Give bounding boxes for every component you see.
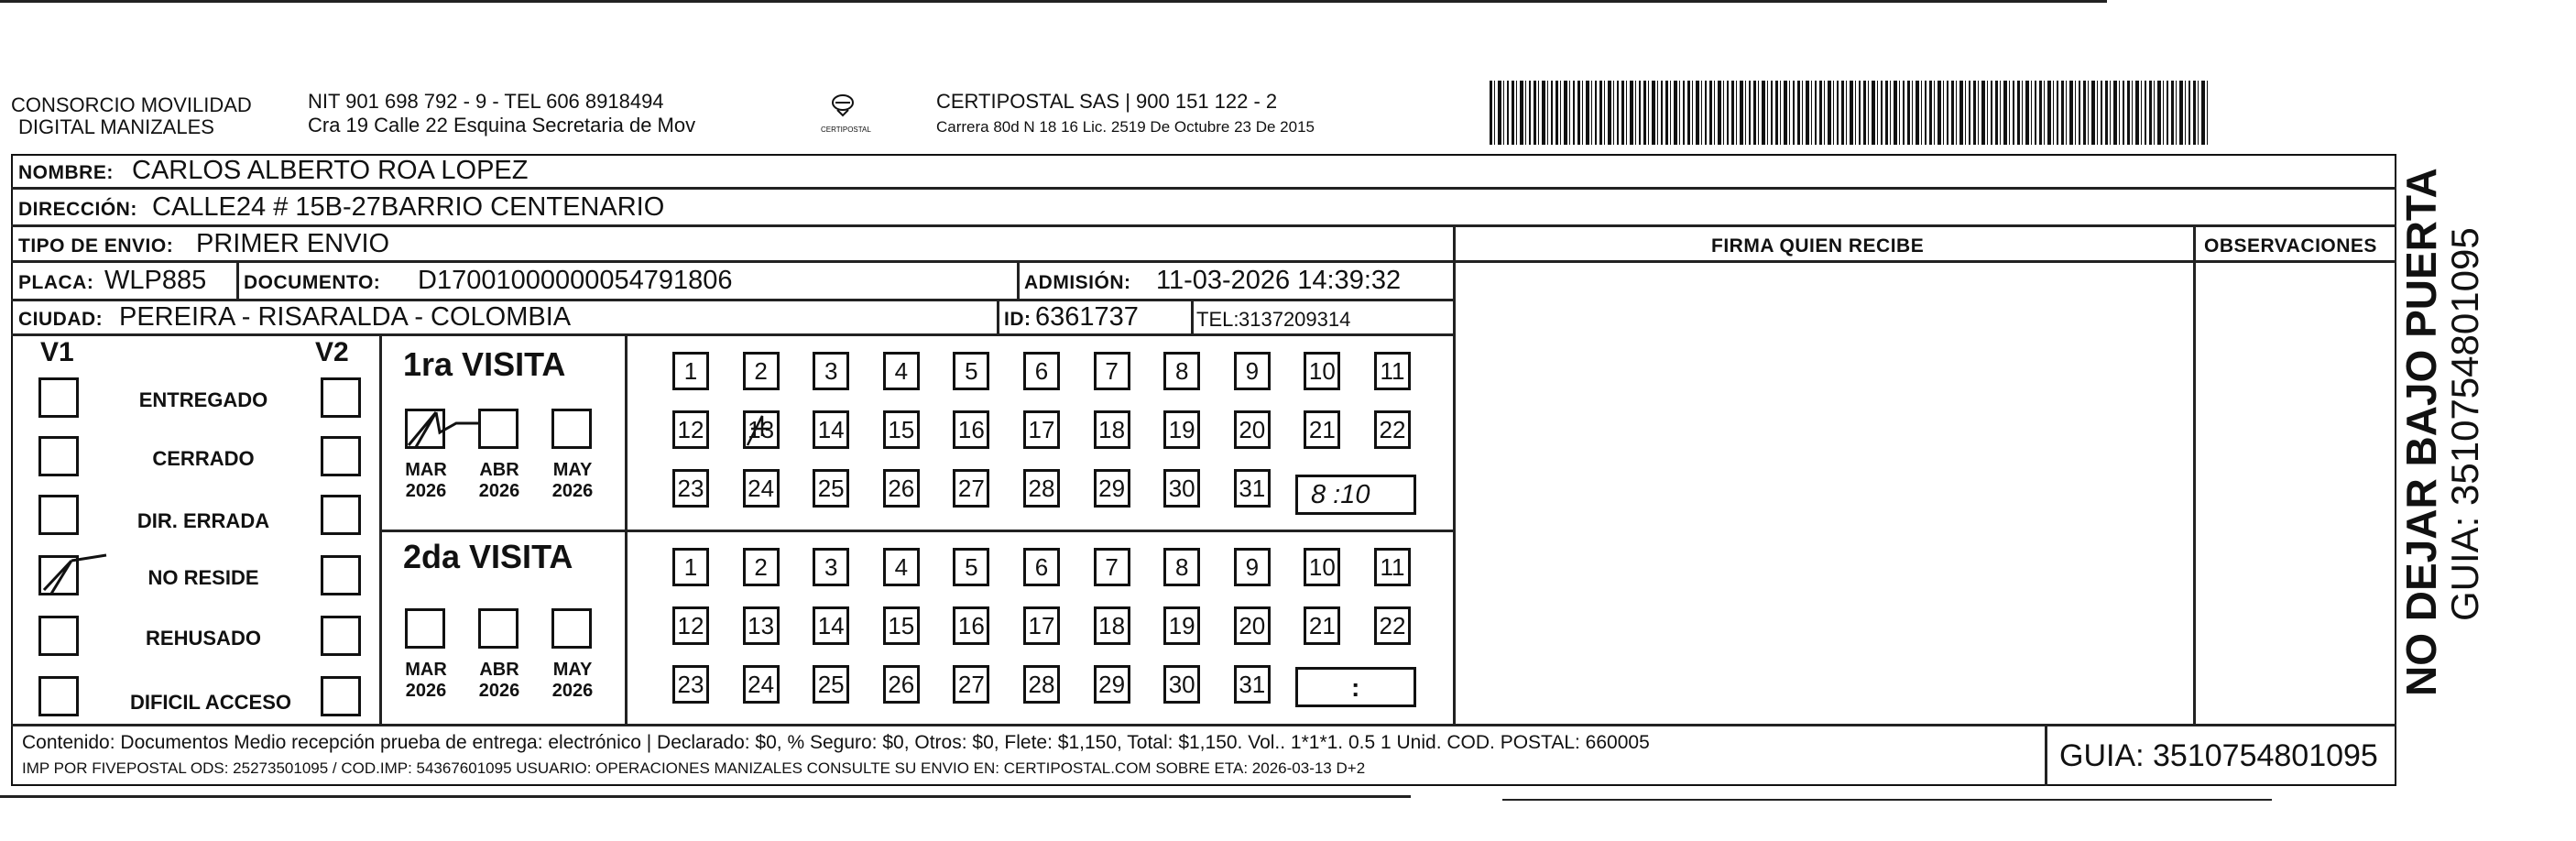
- first-visit-time-value: 8 :10: [1311, 480, 1370, 509]
- v2-checkbox-entregado[interactable]: [321, 377, 361, 418]
- rule-footer: [11, 724, 2396, 726]
- vrule-observaciones: [2193, 224, 2196, 724]
- second-visit-day-16[interactable]: 16: [953, 606, 989, 645]
- first-visit-day-7[interactable]: 7: [1094, 352, 1130, 390]
- second-visit-month-box-may[interactable]: [551, 608, 592, 649]
- first-visit-day-21[interactable]: 21: [1304, 410, 1340, 449]
- first-visit-day-24[interactable]: 24: [743, 469, 780, 508]
- second-visit-time-box[interactable]: [1295, 667, 1416, 707]
- second-visit-day-10[interactable]: 10: [1304, 548, 1340, 586]
- v1-checkbox-entregado[interactable]: [38, 377, 79, 418]
- first-visit-day-6[interactable]: 6: [1023, 352, 1060, 390]
- first-visit-day-2[interactable]: 2: [743, 352, 780, 390]
- vrule-id-tel: [1191, 299, 1194, 333]
- second-visit-day-3[interactable]: 3: [813, 548, 849, 586]
- vrule-firma-left: [1453, 224, 1456, 724]
- first-visit-month-mar: MAR 2026: [405, 460, 447, 501]
- first-visit-day-31[interactable]: 31: [1234, 469, 1271, 508]
- nit-line: NIT 901 698 792 - 9 - TEL 606 8918494: [308, 90, 664, 113]
- rule-direccion: [11, 224, 2396, 227]
- second-visit-day-8[interactable]: 8: [1163, 548, 1200, 586]
- certipostal-logo: [813, 88, 872, 143]
- first-visit-day-16[interactable]: 16: [953, 410, 989, 449]
- direccion-label: DIRECCIÓN:: [18, 199, 137, 220]
- status-option-cerrado: CERRADO: [152, 447, 255, 470]
- first-visit-day-14[interactable]: 14: [813, 410, 849, 449]
- second-visit-month-abr: ABR 2026: [478, 660, 520, 701]
- first-visit-title: 1ra VISITA: [403, 345, 566, 383]
- v2-checkbox-dir-errada[interactable]: [321, 495, 361, 535]
- vrule-doc-admision: [1017, 260, 1020, 299]
- second-visit-day-30[interactable]: 30: [1163, 665, 1200, 704]
- second-visit-day-9[interactable]: 9: [1234, 548, 1271, 586]
- v2-checkbox-rehusado[interactable]: [321, 616, 361, 656]
- v1-header: V1: [40, 337, 74, 367]
- carrier-line: CERTIPOSTAL SAS | 900 151 122 - 2: [936, 90, 1278, 113]
- rule-ciudad: [11, 333, 1453, 336]
- side-guia-number: GUIA: 3510754801095: [2443, 227, 2486, 621]
- barcode: [1490, 81, 2208, 145]
- second-visit-day-19[interactable]: 19: [1163, 606, 1200, 645]
- status-option-rehusado: REHUSADO: [146, 627, 261, 650]
- first-visit-day-26[interactable]: 26: [883, 469, 920, 508]
- second-visit-month-mar: MAR 2026: [405, 660, 447, 701]
- first-visit-time-box[interactable]: [1295, 475, 1416, 515]
- second-visit-day-22[interactable]: 22: [1374, 606, 1411, 645]
- first-visit-day-9[interactable]: 9: [1234, 352, 1271, 390]
- first-visit-day-12[interactable]: 12: [672, 410, 709, 449]
- first-visit-day-5[interactable]: 5: [953, 352, 989, 390]
- ciudad-value: PEREIRA - RISARALDA - COLOMBIA: [119, 302, 572, 332]
- first-visit-day-17[interactable]: 17: [1023, 410, 1060, 449]
- logo-text: CERTIPOSTAL: [821, 126, 871, 134]
- first-visit-day-8[interactable]: 8: [1163, 352, 1200, 390]
- first-visit-day-25[interactable]: 25: [813, 469, 849, 508]
- first-visit-day-15[interactable]: 15: [883, 410, 920, 449]
- month-mark-icon: [403, 405, 486, 453]
- second-visit-day-17[interactable]: 17: [1023, 606, 1060, 645]
- status-option-no-reside: NO RESIDE: [147, 566, 259, 589]
- footer-guia-box: GUIA: 3510754801095: [2059, 738, 2378, 773]
- check-mark-icon: [37, 552, 110, 599]
- observaciones-header: OBSERVACIONES: [2204, 235, 2377, 257]
- id-label: ID:: [1004, 309, 1031, 330]
- first-visit-day-20[interactable]: 20: [1234, 410, 1271, 449]
- second-visit-day-12[interactable]: 12: [672, 606, 709, 645]
- v2-checkbox-no-reside[interactable]: [321, 555, 361, 595]
- admision-label: ADMISIÓN:: [1024, 272, 1131, 293]
- placa-label: PLACA:: [18, 272, 94, 293]
- first-visit-day-10[interactable]: 10: [1304, 352, 1340, 390]
- first-visit-day-30[interactable]: 30: [1163, 469, 1200, 508]
- second-visit-day-11[interactable]: 11: [1374, 548, 1411, 586]
- first-visit-day-18[interactable]: 18: [1094, 410, 1130, 449]
- rule-nombre: [11, 187, 2396, 190]
- v2-checkbox-cerrado[interactable]: [321, 436, 361, 476]
- company-name-line1: CONSORCIO MOVILIDAD: [11, 93, 252, 116]
- ciudad-label: CIUDAD:: [18, 309, 104, 330]
- v2-checkbox-dificil-acceso[interactable]: [321, 676, 361, 716]
- status-option-dir-errada: DIR. ERRADA: [136, 509, 270, 532]
- first-visit-month-abr: ABR 2026: [478, 460, 520, 501]
- bottom-edge-line-right: [1502, 799, 2272, 801]
- second-visit-day-26[interactable]: 26: [883, 665, 920, 704]
- first-visit-day-1[interactable]: 1: [672, 352, 709, 390]
- second-visit-day-15[interactable]: 15: [883, 606, 920, 645]
- bottom-edge-line: [0, 795, 1411, 798]
- status-option-dificil-acceso: DIFICIL ACCESO: [129, 691, 291, 714]
- no-dejar-bajo-puerta: NO DEJAR BAJO PUERTA: [2397, 168, 2445, 696]
- first-visit-month-may: MAY 2026: [551, 460, 594, 501]
- footer-imp-line: IMP POR FIVEPOSTAL ODS: 25273501095 / COD.IMP: 54367601095 USUARIO: OPERACIONES MANIZALES CONSULTE SU ENVIO EN: CERTIPOSTAL.COM SOBRE ETA: 2026-03-13 D+2: [22, 759, 1366, 777]
- second-visit-day-28[interactable]: 28: [1023, 665, 1060, 704]
- second-visit-day-5[interactable]: 5: [953, 548, 989, 586]
- first-visit-day-27[interactable]: 27: [953, 469, 989, 508]
- second-visit-day-7[interactable]: 7: [1094, 548, 1130, 586]
- second-visit-day-13[interactable]: 13: [743, 606, 780, 645]
- second-visit-day-20[interactable]: 20: [1234, 606, 1271, 645]
- documento-label: DOCUMENTO:: [244, 272, 381, 293]
- first-visit-day-29[interactable]: 29: [1094, 469, 1130, 508]
- tipo-envio-value: PRIMER ENVIO: [196, 229, 390, 258]
- admision-value: 11-03-2026 14:39:32: [1156, 266, 1402, 295]
- carrier-address: Carrera 80d N 18 16 Lic. 2519 De Octubre 23 De 2015: [936, 118, 1315, 136]
- first-visit-day-28[interactable]: 28: [1023, 469, 1060, 508]
- vrule-placa-doc: [236, 260, 239, 299]
- id-value: 6361737: [1035, 302, 1139, 332]
- sender-address: Cra 19 Calle 22 Esquina Secretaria de Mov: [308, 114, 696, 137]
- second-visit-day-2[interactable]: 2: [743, 548, 780, 586]
- second-visit-day-4[interactable]: 4: [883, 548, 920, 586]
- second-visit-day-24[interactable]: 24: [743, 665, 780, 704]
- second-visit-title: 2da VISITA: [403, 538, 573, 575]
- firma-header: FIRMA QUIEN RECIBE: [1711, 235, 1925, 257]
- tel-label: TEL:: [1196, 308, 1239, 331]
- second-visit-day-18[interactable]: 18: [1094, 606, 1130, 645]
- second-visit-day-14[interactable]: 14: [813, 606, 849, 645]
- vrule-ciudad-id: [997, 299, 999, 333]
- footer-contenido: Contenido: Documentos Medio recepción prueba de entrega: electrónico | Declarado: $0, % Seguro: $0, Otros: $0, Flete: $1,150, Total: $1,150. Vol.. 1*1*1. 0.5 1 Unid. COD. POSTAL: 660005: [22, 732, 1650, 753]
- v1-checkbox-rehusado[interactable]: [38, 616, 79, 656]
- nombre-label: NOMBRE:: [18, 162, 114, 183]
- top-edge-line: [0, 0, 2107, 3]
- v1-checkbox-cerrado[interactable]: [38, 436, 79, 476]
- second-visit-day-23[interactable]: 23: [672, 665, 709, 704]
- v1-checkbox-dir-errada[interactable]: [38, 495, 79, 535]
- status-option-entregado: ENTREGADO: [138, 388, 268, 411]
- rule-visit-divider: [379, 530, 1453, 532]
- second-visit-time-colon: :: [1351, 673, 1360, 702]
- first-visit-day-22[interactable]: 22: [1374, 410, 1411, 449]
- tipo-envio-label: TIPO DE ENVIO:: [18, 235, 174, 257]
- first-visit-day-4[interactable]: 4: [883, 352, 920, 390]
- first-visit-day-11[interactable]: 11: [1374, 352, 1411, 390]
- vrule-footer-guia: [2045, 724, 2047, 786]
- second-visit-day-25[interactable]: 25: [813, 665, 849, 704]
- second-visit-month-may: MAY 2026: [551, 660, 594, 701]
- documento-value: D17001000000054791806: [418, 266, 733, 295]
- rule-tipo: [11, 260, 1453, 263]
- first-visit-day-3[interactable]: 3: [813, 352, 849, 390]
- placa-value: WLP885: [104, 266, 207, 295]
- v1-checkbox-dificil-acceso[interactable]: [38, 676, 79, 716]
- first-visit-day-23[interactable]: 23: [672, 469, 709, 508]
- tel-value: 3137209314: [1239, 308, 1351, 331]
- direccion-value: CALLE24 # 15B-27BARRIO CENTENARIO: [152, 192, 665, 222]
- first-visit-month-box-may[interactable]: [551, 409, 592, 449]
- second-visit-day-6[interactable]: 6: [1023, 548, 1060, 586]
- second-visit-day-21[interactable]: 21: [1304, 606, 1340, 645]
- first-visit-day-19[interactable]: 19: [1163, 410, 1200, 449]
- certipostal-logo-icon: [813, 88, 872, 143]
- company-name-line2: DIGITAL MANIZALES: [18, 115, 214, 138]
- second-visit-month-box-mar[interactable]: [405, 608, 445, 649]
- first-visit-month-box-abr[interactable]: [478, 409, 518, 449]
- second-visit-day-31[interactable]: 31: [1234, 665, 1271, 704]
- first-visit-day-13[interactable]: 13: [743, 410, 780, 449]
- second-visit-day-27[interactable]: 27: [953, 665, 989, 704]
- rule-firma-header: [1453, 260, 2396, 263]
- vrule-status-visits: [379, 333, 382, 724]
- nombre-value: CARLOS ALBERTO ROA LOPEZ: [132, 156, 529, 185]
- second-visit-day-29[interactable]: 29: [1094, 665, 1130, 704]
- vrule-months-days: [625, 333, 628, 724]
- day-mark-icon: [742, 410, 779, 451]
- second-visit-month-box-abr[interactable]: [478, 608, 518, 649]
- second-visit-day-1[interactable]: 1: [672, 548, 709, 586]
- v2-header: V2: [315, 337, 349, 367]
- rule-placa: [11, 299, 1453, 301]
